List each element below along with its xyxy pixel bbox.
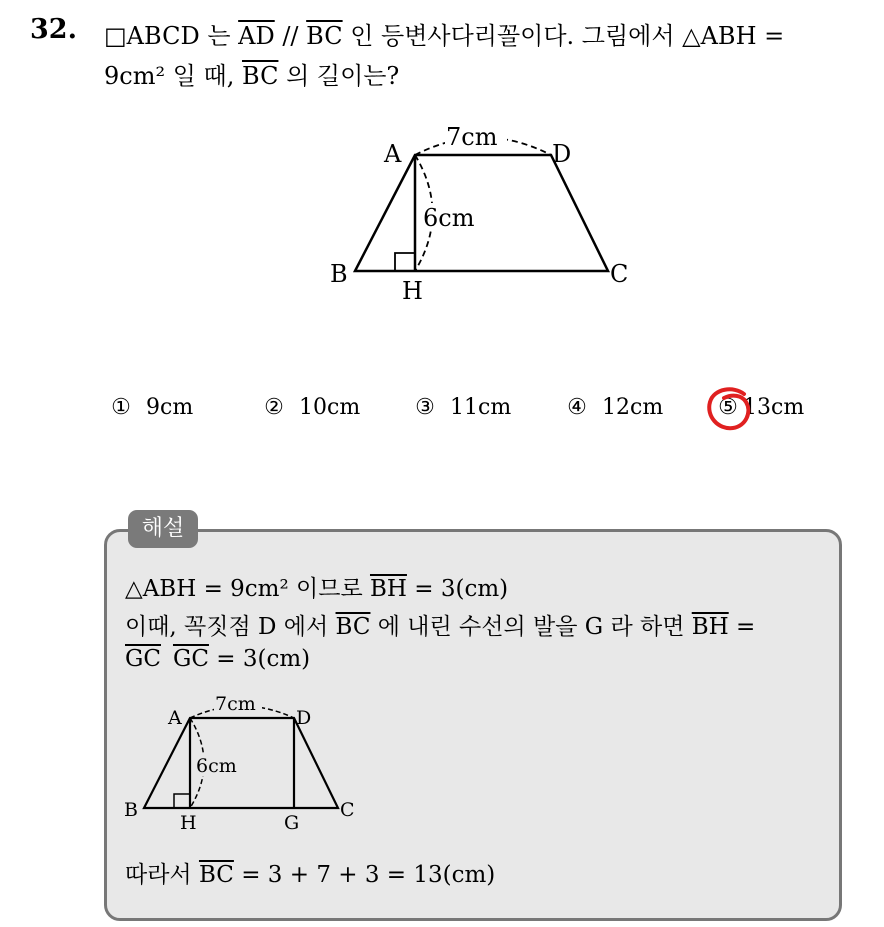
option-text: 12cm [602, 395, 664, 420]
solution-text: = 3 + 7 + 3 = 13(cm) [233, 862, 496, 888]
solution-text: = 3(cm) [406, 576, 509, 602]
vertex-label-b: B [330, 260, 348, 288]
height-length-label: 6cm [196, 755, 237, 777]
option-text: 13cm [743, 395, 805, 420]
question-text: □ABCD 는 [104, 22, 239, 50]
option-number: ③ [415, 395, 435, 420]
solution-text: = [728, 614, 756, 640]
question-number: 32. [30, 14, 77, 45]
segment-bc: $\overline{BC}$ [335, 614, 371, 640]
segment-ad: $\overline{AD}$ [238, 22, 275, 50]
parallel-symbol: // [274, 22, 307, 50]
solution-text: 따라서 [125, 862, 199, 888]
solution-trapezoid-figure [100, 690, 400, 840]
segment-bc: $\overline{BC}$ [306, 22, 343, 50]
trapezoid-figure [0, 0, 884, 330]
solution-text: 에 내린 수선의 발을 G 라 하면 [370, 614, 692, 640]
top-length-label: 7cm [446, 123, 498, 151]
option-text: 9cm [146, 395, 194, 420]
right-angle-mark [174, 794, 190, 808]
question-text: 9cm² 일 때, [104, 62, 242, 90]
answer-circle-mark [700, 384, 760, 436]
option-3[interactable] [414, 395, 511, 420]
vertex-label-d: D [552, 140, 572, 168]
solution-text: 이때, 꼭짓점 D 에서 [125, 614, 336, 640]
option-1[interactable] [110, 395, 193, 420]
solution-line-2 [125, 608, 755, 641]
question-text: 인 등변사다리꼴이다. 그림에서 △ABH = [342, 22, 785, 50]
segment-gc: $\overline{GC}$ [172, 646, 209, 672]
vertex-label-b: B [124, 799, 138, 821]
top-length-label: 7cm [215, 693, 256, 715]
segment-bc: $\overline{BC}$ [241, 62, 279, 90]
solution-line-4 [125, 856, 495, 889]
solution-line-3 [125, 646, 310, 672]
segment-bh: $\overline{BH}$ [691, 614, 729, 640]
right-angle-mark [395, 253, 415, 271]
segment-bc: $\overline{BC}$ [198, 862, 234, 888]
option-number: ① [111, 395, 131, 420]
option-4[interactable] [566, 395, 663, 420]
question-text: 의 길이는? [278, 62, 400, 90]
vertex-label-d: D [296, 707, 312, 729]
option-text: 10cm [299, 395, 361, 420]
solution-text: = 3(cm) [208, 646, 311, 672]
height-length-label: 6cm [423, 204, 475, 232]
solution-text: △ABH = 9cm² 이므로 [125, 576, 370, 602]
vertex-label-h: H [402, 277, 423, 305]
option-2[interactable] [263, 395, 360, 420]
vertex-label-c: C [340, 799, 355, 821]
vertex-label-h: H [180, 812, 197, 834]
solution-badge: 해설 [128, 510, 198, 548]
solution-line-1 [125, 570, 508, 603]
vertex-label-a: A [384, 140, 402, 168]
option-text: 11cm [450, 395, 512, 420]
trapezoid-outline [355, 155, 608, 271]
option-number: ② [264, 395, 284, 420]
vertex-label-c: C [610, 260, 629, 288]
segment-gc: $\overline{GC}$ [125, 646, 161, 672]
vertex-label-a: A [168, 707, 182, 729]
option-number: ④ [567, 395, 587, 420]
vertex-label-g: G [284, 812, 300, 834]
segment-bh: $\overline{BH}$ [369, 576, 407, 602]
option-number: ⑤ [718, 395, 738, 420]
